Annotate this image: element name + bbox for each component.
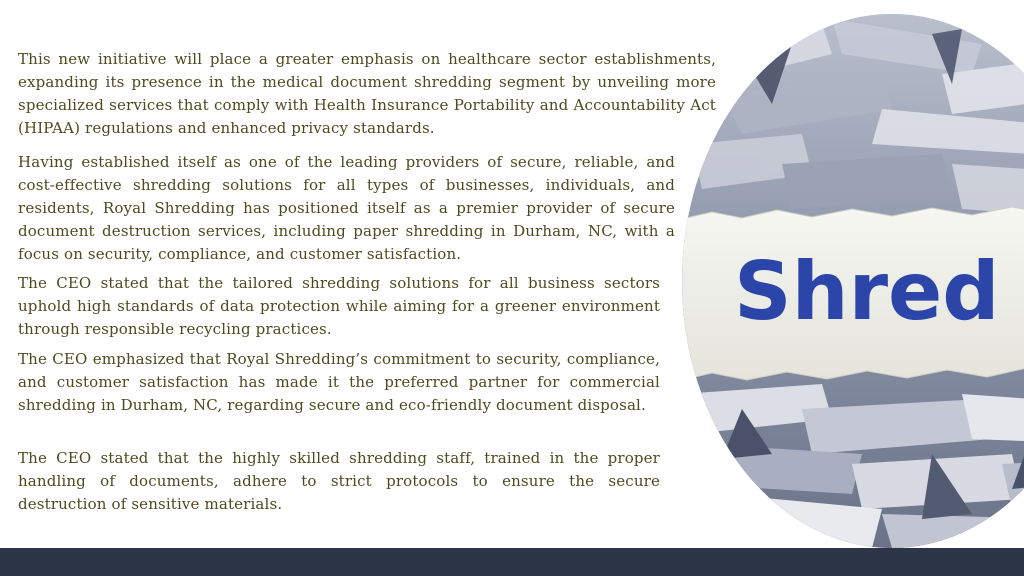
- shredded-paper-photo: [682, 14, 1024, 548]
- paragraph-ceo-commitment: The CEO emphasized that Royal Shredding’s commitment to security, compliance, and customer satisfaction has made it the preferred partner for commercial shredding in Durham, NC, regarding secure and eco-friendly document disposal.: [18, 350, 660, 414]
- paragraph-ceo-skilled-staff: The CEO stated that the highly skilled shredding staff, trained in the proper handling of documents, adhere to strict protocols to ensure the secure destruction of sensitive materials.: [18, 449, 660, 513]
- paragraph-ceo-tailored-solutions: The CEO stated that the tailored shredding solutions for all business sectors uphold high standards of data protection while aiming for a greener environment through responsible recycling practices.: [18, 274, 660, 338]
- shredded-paper-illustration: [682, 14, 1024, 548]
- shred-label: Shred: [734, 245, 1000, 338]
- background-shreds-bottom: [682, 384, 1024, 548]
- footer-bar: [0, 548, 1024, 576]
- paragraph-company-overview: Having established itself as one of the leading providers of secure, reliable, and cost-effective shredding solutions for all types of businesses, individuals, and residents, Royal Shredding has positioned itself as a premier provider of secure document destruction services, including paper shredding in Durham, NC, with a focus on security, compliance, and customer satisfaction.: [18, 153, 675, 263]
- paragraph-hipaa-initiative: This new initiative will place a greater emphasis on healthcare sector establishments, expanding its presence in the medical document shredding segment by unveiling more specialized services that comply with Health Insurance Portability and Accountability Act (HIPAA) regulations and enhanced privacy standards.: [18, 50, 716, 137]
